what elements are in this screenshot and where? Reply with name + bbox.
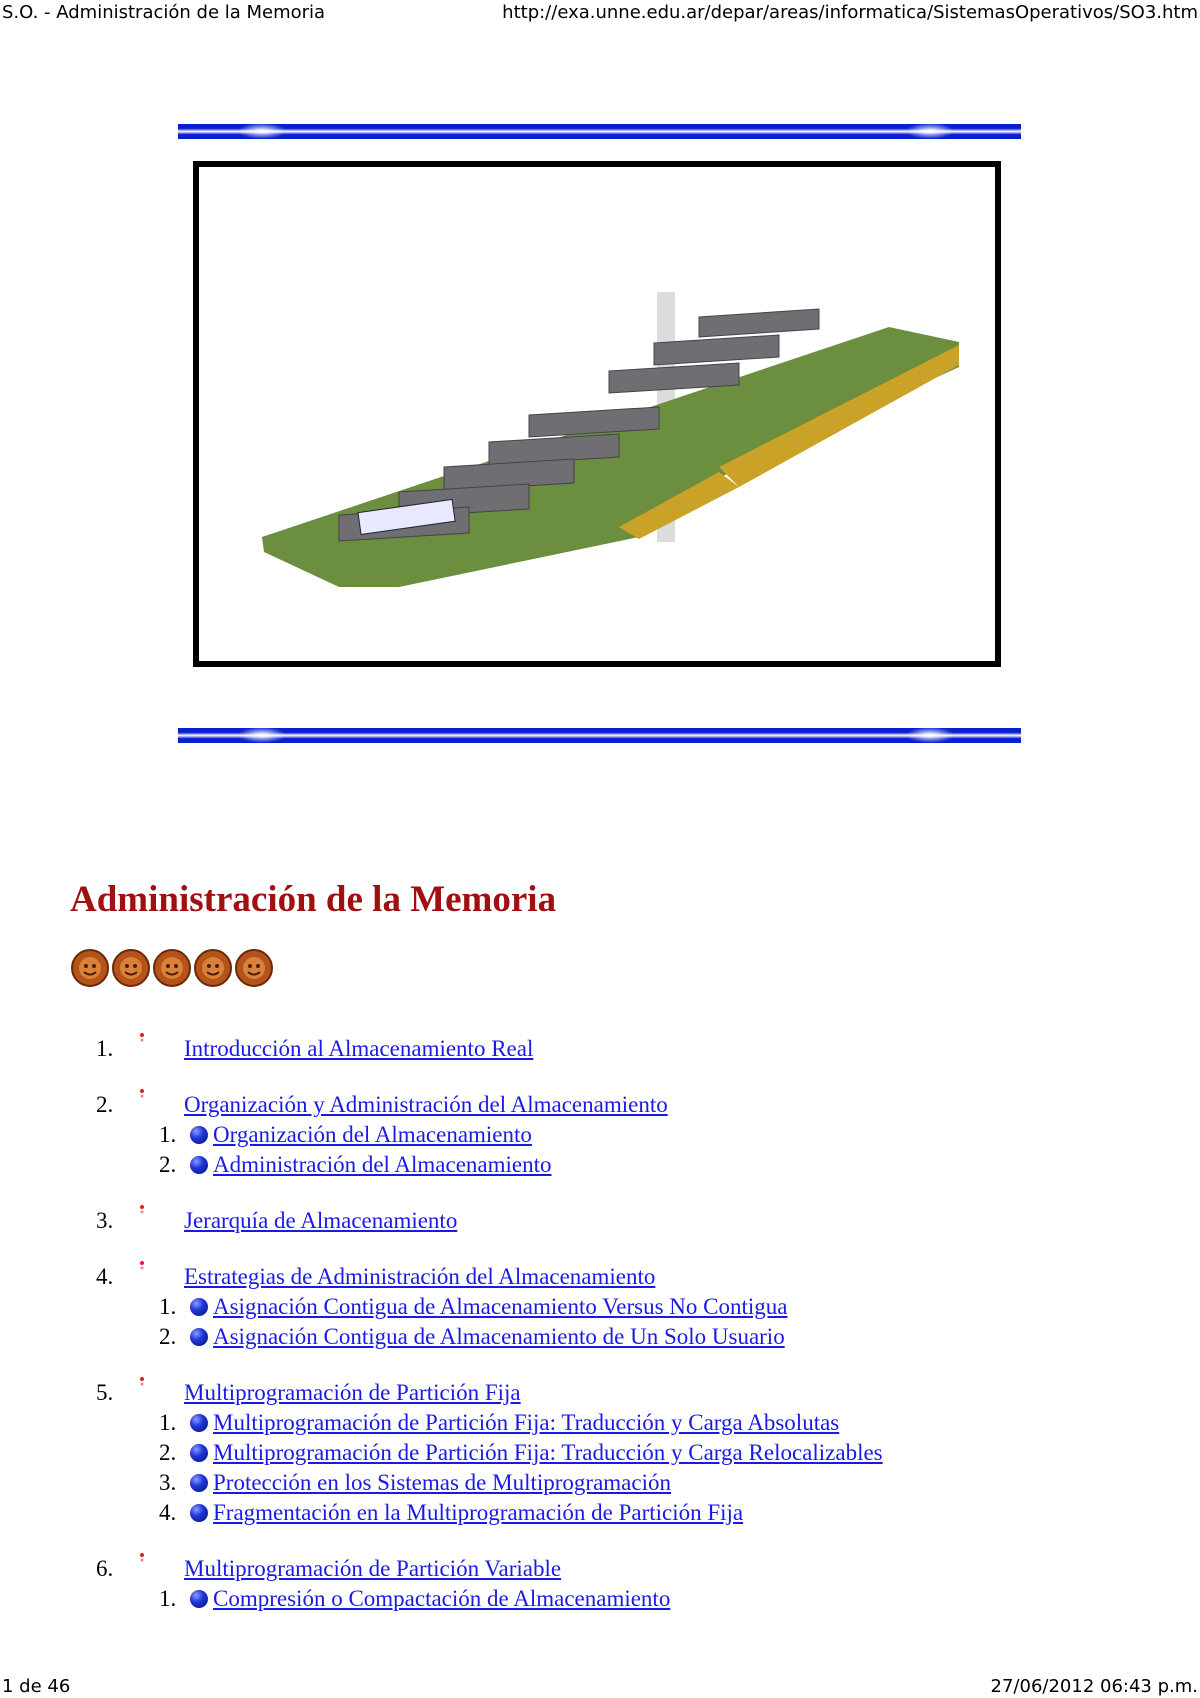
- toc-sublink[interactable]: Multiprogramación de Partición Fija: Traducción y Carga Relocalizables: [213, 1440, 883, 1465]
- medal-row: [70, 948, 274, 988]
- medal-icon: [70, 948, 110, 988]
- toc-link[interactable]: Multiprogramación de Partición Variable: [184, 1556, 562, 1581]
- toc-subitem: [0, 1410, 1200, 1440]
- print-header-url: http://exa.unne.edu.ar/depar/areas/informatica/SistemasOperativos/SO3.htm: [502, 2, 1198, 23]
- toc-subitem: [0, 1324, 1200, 1354]
- toc-subitem-number: 2.: [159, 1324, 177, 1349]
- toc-subitem-number: 1.: [159, 1410, 177, 1435]
- blue-ball-icon: [190, 1444, 208, 1462]
- red-dot-icon: [138, 1088, 146, 1100]
- toc-subitem-number: 4.: [159, 1500, 177, 1525]
- decorative-bar-top: [178, 124, 1021, 139]
- toc-subitem: [0, 1294, 1200, 1324]
- toc-sublink[interactable]: Compresión o Compactación de Almacenamiento: [213, 1586, 671, 1611]
- toc-sublink[interactable]: Administración del Almacenamiento: [213, 1152, 552, 1177]
- medal-icon: [234, 948, 274, 988]
- toc-link[interactable]: Introducción al Almacenamiento Real: [184, 1036, 534, 1061]
- toc-sublink[interactable]: Protección en los Sistemas de Multiprogramación: [213, 1470, 671, 1495]
- toc-subitem-number: 1.: [159, 1122, 177, 1147]
- toc-item: [0, 1092, 1200, 1122]
- toc-subitem-number: 1.: [159, 1586, 177, 1611]
- print-header-title: S.O. - Administración de la Memoria: [2, 2, 326, 23]
- toc-item: [0, 1380, 1200, 1410]
- medal-icon: [193, 948, 233, 988]
- blue-ball-icon: [190, 1414, 208, 1432]
- toc-sublink[interactable]: Fragmentación en la Multiprogramación de Partición Fija: [213, 1500, 744, 1525]
- toc-subitem-number: 2.: [159, 1440, 177, 1465]
- toc-item: [0, 1036, 1200, 1066]
- toc-subitem-number: 2.: [159, 1152, 177, 1177]
- toc-subitem: [0, 1500, 1200, 1530]
- toc-sublink[interactable]: Organización del Almacenamiento: [213, 1122, 532, 1147]
- toc-subitem: [0, 1152, 1200, 1182]
- medal-icon: [152, 948, 192, 988]
- medal-icon: [111, 948, 151, 988]
- blue-ball-icon: [190, 1298, 208, 1316]
- blue-ball-icon: [190, 1474, 208, 1492]
- red-dot-icon: [138, 1204, 146, 1216]
- blue-ball-icon: [190, 1328, 208, 1346]
- toc-sublink[interactable]: Asignación Contigua de Almacenamiento de Un Solo Usuario: [213, 1324, 785, 1349]
- toc-item: [0, 1264, 1200, 1294]
- toc-subitem: [0, 1470, 1200, 1500]
- red-dot-icon: [138, 1032, 146, 1044]
- toc-item: [0, 1208, 1200, 1238]
- toc-subitem: [0, 1122, 1200, 1152]
- toc-item-number: 4.: [96, 1264, 114, 1289]
- toc-item-number: 6.: [96, 1556, 114, 1581]
- toc-link[interactable]: Estrategias de Administración del Almacenamiento: [184, 1264, 656, 1289]
- toc-item: [0, 1556, 1200, 1586]
- blue-ball-icon: [190, 1590, 208, 1608]
- print-footer-datetime: 27/06/2012 06:43 p.m.: [990, 1676, 1198, 1697]
- toc-subitem-number: 1.: [159, 1294, 177, 1319]
- page-title: Administración de la Memoria: [70, 879, 557, 920]
- toc-link[interactable]: Jerarquía de Almacenamiento: [184, 1208, 458, 1233]
- red-dot-icon: [138, 1376, 146, 1388]
- toc-sublink[interactable]: Asignación Contigua de Almacenamiento Versus No Contigua: [213, 1294, 788, 1319]
- toc-item-number: 5.: [96, 1380, 114, 1405]
- blue-ball-icon: [190, 1504, 208, 1522]
- toc-item-number: 2.: [96, 1092, 114, 1117]
- table-of-contents: [0, 1036, 1200, 1616]
- print-footer-page: 1 de 46: [2, 1676, 71, 1697]
- toc-item-number: 3.: [96, 1208, 114, 1233]
- toc-subitem-number: 3.: [159, 1470, 177, 1495]
- toc-link[interactable]: Multiprogramación de Partición Fija: [184, 1380, 521, 1405]
- toc-link[interactable]: Organización y Administración del Almacenamiento: [184, 1092, 668, 1117]
- decorative-bar-bottom: [178, 728, 1021, 743]
- ram-module-image: [193, 161, 1001, 667]
- toc-item-number: 1.: [96, 1036, 114, 1061]
- blue-ball-icon: [190, 1156, 208, 1174]
- toc-subitem: [0, 1440, 1200, 1470]
- toc-sublink[interactable]: Multiprogramación de Partición Fija: Traducción y Carga Absolutas: [213, 1410, 840, 1435]
- toc-subitem: [0, 1586, 1200, 1616]
- blue-ball-icon: [190, 1126, 208, 1144]
- red-dot-icon: [138, 1260, 146, 1272]
- red-dot-icon: [138, 1552, 146, 1564]
